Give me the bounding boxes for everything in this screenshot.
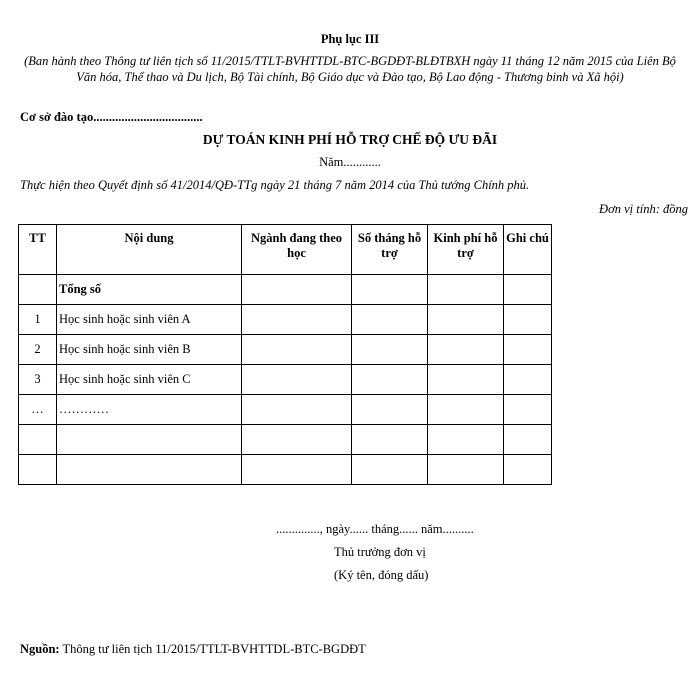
cell-months bbox=[352, 425, 428, 455]
cell-tt: 3 bbox=[19, 365, 57, 395]
table-row bbox=[19, 395, 552, 425]
cell-months bbox=[352, 335, 428, 365]
cell-content: ………… bbox=[57, 395, 242, 425]
table-header-row bbox=[19, 225, 552, 275]
cell-major bbox=[242, 425, 352, 455]
cell-funding bbox=[428, 275, 504, 305]
signature-title: Thủ trưởng đơn vị bbox=[334, 545, 426, 559]
cell-funding bbox=[428, 335, 504, 365]
cell-tt: … bbox=[19, 395, 57, 425]
column-header-months: Số tháng hỗ trợ bbox=[352, 225, 428, 275]
cell-notes bbox=[504, 305, 552, 335]
signature-note: (Ký tên, đóng dấu) bbox=[334, 568, 429, 582]
column-header-tt: TT bbox=[19, 225, 57, 275]
cell-tt: 1 bbox=[19, 305, 57, 335]
year-line: Năm............ bbox=[319, 155, 381, 169]
implementation-note: Thực hiện theo Quyết định số 41/2014/QĐ-TTg ngày 21 tháng 7 năm 2014 của Thủ tướng Chính phủ. bbox=[20, 178, 530, 192]
cell-funding bbox=[428, 425, 504, 455]
unit-note: Đơn vị tính: đồng bbox=[599, 202, 688, 216]
cell-content: Học sinh hoặc sinh viên A bbox=[57, 305, 242, 335]
cell-major bbox=[242, 365, 352, 395]
cell-notes bbox=[504, 425, 552, 455]
cell-notes bbox=[504, 335, 552, 365]
cell-months bbox=[352, 305, 428, 335]
table-row bbox=[19, 275, 552, 305]
cell-notes bbox=[504, 455, 552, 485]
cell-major bbox=[242, 305, 352, 335]
cell-major bbox=[242, 275, 352, 305]
cell-content: Tổng số bbox=[57, 275, 242, 305]
cell-tt bbox=[19, 455, 57, 485]
cell-content: Học sinh hoặc sinh viên B bbox=[57, 335, 242, 365]
budget-table bbox=[18, 224, 552, 485]
table-row bbox=[19, 365, 552, 395]
issued-note: (Ban hành theo Thông tư liên tịch số 11/2015/TTLT-BVHTTDL-BTC-BGDĐT-BLĐTBXH ngày 11 tháng 12 năm 2015 của Liên Bộ Văn hóa, Thể thao và Du lịch, Bộ Tài chính, Bộ Giáo dục và Đào tạo, Bộ Lao động - Thương binh và Xã hội) bbox=[24, 54, 676, 84]
table-row bbox=[19, 455, 552, 485]
column-header-notes: Ghi chú bbox=[504, 225, 552, 275]
cell-content: Học sinh hoặc sinh viên C bbox=[57, 365, 242, 395]
table-row bbox=[19, 425, 552, 455]
source-label: Nguồn: bbox=[20, 642, 60, 656]
table-row bbox=[19, 305, 552, 335]
source-line bbox=[20, 642, 366, 657]
cell-months bbox=[352, 365, 428, 395]
cell-content bbox=[57, 455, 242, 485]
column-header-funding: Kinh phí hỗ trợ bbox=[428, 225, 504, 275]
cell-major bbox=[242, 335, 352, 365]
cell-funding bbox=[428, 365, 504, 395]
column-header-content: Nội dung bbox=[57, 225, 242, 275]
cell-major bbox=[242, 455, 352, 485]
cell-notes bbox=[504, 365, 552, 395]
column-header-major: Ngành đang theo học bbox=[242, 225, 352, 275]
appendix-title: Phụ lục III bbox=[320, 32, 380, 46]
cell-major bbox=[242, 395, 352, 425]
source-text: Thông tư liên tịch 11/2015/TTLT-BVHTTDL-BTC-BGDĐT bbox=[59, 642, 366, 656]
cell-months bbox=[352, 395, 428, 425]
cell-tt bbox=[19, 425, 57, 455]
cell-tt: 2 bbox=[19, 335, 57, 365]
cell-funding bbox=[428, 455, 504, 485]
cell-tt bbox=[19, 275, 57, 305]
cell-notes bbox=[504, 275, 552, 305]
training-facility-line: Cơ sở đào tạo................................... bbox=[20, 110, 203, 124]
cell-content bbox=[57, 425, 242, 455]
document-title: DỰ TOÁN KINH PHÍ HỖ TRỢ CHẾ ĐỘ ƯU ĐÃI bbox=[202, 132, 498, 147]
cell-months bbox=[352, 455, 428, 485]
cell-months bbox=[352, 275, 428, 305]
cell-funding bbox=[428, 305, 504, 335]
cell-notes bbox=[504, 395, 552, 425]
cell-funding bbox=[428, 395, 504, 425]
table-row bbox=[19, 335, 552, 365]
signature-date-line: .............., ngày...... tháng...... năm.......... bbox=[276, 522, 474, 536]
